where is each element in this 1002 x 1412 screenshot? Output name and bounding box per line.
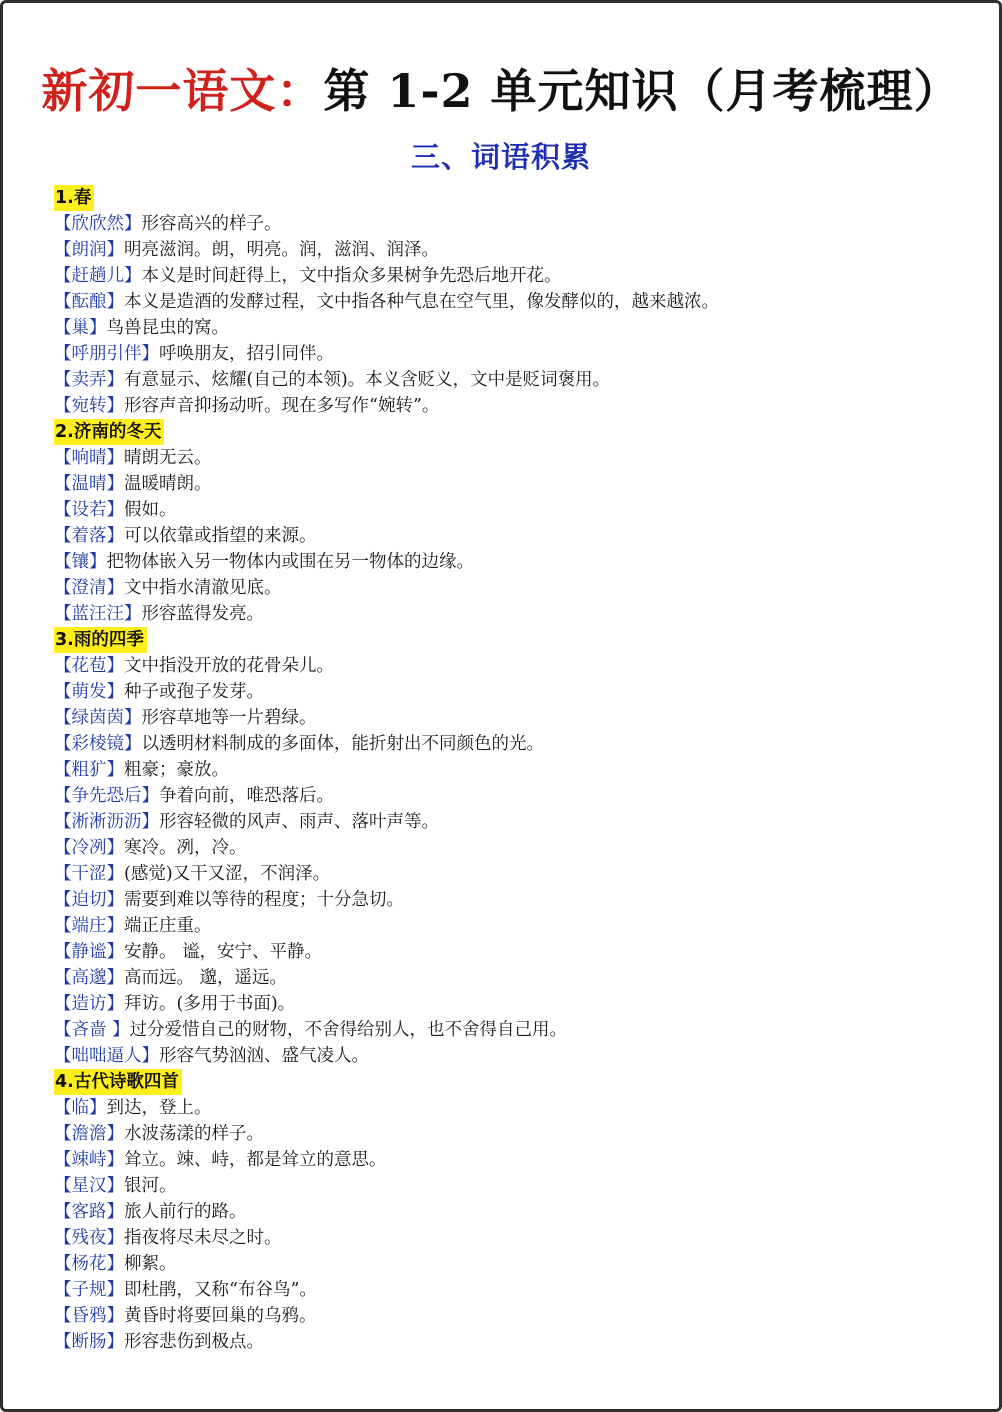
vocab-term: 【澄清】 <box>54 578 124 598</box>
vocab-entry <box>54 1329 974 1355</box>
vocab-term: 【淅淅沥沥】 <box>54 812 159 832</box>
vocab-term: 【澹澹】 <box>54 1124 124 1144</box>
vocab-definition: 耸立。竦、峙，都是耸立的意思。 <box>124 1150 387 1170</box>
vocab-term: 【镶】 <box>54 552 107 572</box>
vocab-term: 【朗润】 <box>54 240 124 260</box>
section-heading-line <box>54 419 974 445</box>
vocab-definition: 过分爱惜自己的财物，不舍得给别人，也不舍得自己用。 <box>129 1020 568 1040</box>
vocab-entry <box>54 705 974 731</box>
vocab-term: 【设若】 <box>54 500 124 520</box>
section-heading-line <box>54 627 974 653</box>
vocab-entry <box>54 835 974 861</box>
section-heading: 2.济南的冬天 <box>54 419 164 445</box>
vocab-definition: 本义是造酒的发酵过程，文中指各种气息在空气里，像发酵似的，越来越浓。 <box>124 292 719 312</box>
vocab-entry <box>54 497 974 523</box>
vocab-entry <box>54 1199 974 1225</box>
vocab-term: 【欣欣然】 <box>54 214 142 234</box>
vocab-term: 【卖弄】 <box>54 370 124 390</box>
vocab-entry <box>54 601 974 627</box>
vocab-term: 【彩棱镜】 <box>54 734 142 754</box>
vocab-definition: 温暖晴朗。 <box>124 474 212 494</box>
vocab-term: 【吝啬 】 <box>54 1020 130 1040</box>
vocab-entry <box>54 1147 974 1173</box>
vocab-definition: 拜访。(多用于书面)。 <box>124 994 296 1014</box>
vocab-definition: 粗豪；豪放。 <box>124 760 229 780</box>
vocab-term: 【响晴】 <box>54 448 124 468</box>
vocab-definition: 有意显示、炫耀(自己的本领)。本义含贬义，文中是贬词褒用。 <box>124 370 611 390</box>
vocab-definition: 晴朗无云。 <box>124 448 212 468</box>
vocab-definition: 端正庄重。 <box>124 916 212 936</box>
vocab-definition: 鸟兽昆虫的窝。 <box>106 318 229 338</box>
vocab-entry <box>54 393 974 419</box>
vocab-definition: 银河。 <box>124 1176 177 1196</box>
vocab-term: 【造访】 <box>54 994 124 1014</box>
vocab-entry <box>54 263 974 289</box>
vocab-definition: 柳絮。 <box>124 1254 177 1274</box>
vocab-definition: 形容蓝得发亮。 <box>141 604 264 624</box>
vocab-term: 【客路】 <box>54 1202 124 1222</box>
section-heading-line <box>54 185 974 211</box>
vocab-entry <box>54 965 974 991</box>
vocab-term: 【竦峙】 <box>54 1150 124 1170</box>
vocab-term: 【宛转】 <box>54 396 124 416</box>
vocab-entry <box>54 939 974 965</box>
vocab-definition: 指夜将尽未尽之时。 <box>124 1228 282 1248</box>
vocab-definition: 以透明材料制成的多面体，能折射出不同颜色的光。 <box>141 734 544 754</box>
vocab-term: 【残夜】 <box>54 1228 124 1248</box>
vocab-entry <box>54 1303 974 1329</box>
vocab-term: 【高邈】 <box>54 968 124 988</box>
section-heading: 1.春 <box>54 185 94 211</box>
vocab-definition: 本义是时间赶得上，文中指众多果树争先恐后地开花。 <box>141 266 562 286</box>
vocab-entry <box>54 1121 974 1147</box>
vocab-entry <box>54 367 974 393</box>
vocab-definition: 寒冷。冽，冷。 <box>124 838 247 858</box>
vocab-definition: 到达，登上。 <box>106 1098 212 1118</box>
vocab-term: 【静谧】 <box>54 942 124 962</box>
vocab-term: 【临】 <box>54 1098 107 1118</box>
vocab-entry <box>54 991 974 1017</box>
vocab-definition: 把物体嵌入另一物体内或围在另一物体的边缘。 <box>106 552 474 572</box>
vocab-entry <box>54 783 974 809</box>
vocab-definition: 呼唤朋友，招引同伴。 <box>159 344 334 364</box>
vocab-entry <box>54 731 974 757</box>
vocab-term: 【赶趟儿】 <box>54 266 142 286</box>
vocab-definition: 需要到难以等待的程度；十分急切。 <box>124 890 404 910</box>
vocab-entry <box>54 1095 974 1121</box>
vocab-term: 【巢】 <box>54 318 107 338</box>
vocab-entry <box>54 237 974 263</box>
vocab-definition: 可以依靠或指望的来源。 <box>124 526 317 546</box>
vocab-term: 【呼朋引伴】 <box>54 344 159 364</box>
vocab-definition: 种子或孢子发芽。 <box>124 682 264 702</box>
vocab-term: 【子规】 <box>54 1280 124 1300</box>
vocab-term: 【争先恐后】 <box>54 786 159 806</box>
vocab-term: 【端庄】 <box>54 916 124 936</box>
vocab-definition: 明亮滋润。朗，明亮。润，滋润、润泽。 <box>124 240 439 260</box>
vocab-term: 【咄咄逼人】 <box>54 1046 159 1066</box>
title-prefix: 新初一语文： <box>41 64 324 118</box>
vocab-definition: 黄昏时将要回巢的乌鸦。 <box>124 1306 317 1326</box>
page-title <box>3 51 999 131</box>
vocab-definition: 水波荡漾的样子。 <box>124 1124 264 1144</box>
vocab-definition: 高而远。 邈，遥远。 <box>124 968 288 988</box>
vocab-term: 【干涩】 <box>54 864 124 884</box>
vocab-entry <box>54 523 974 549</box>
section-heading-line <box>54 1069 974 1095</box>
vocabulary-list <box>54 185 974 1355</box>
vocab-entry <box>54 757 974 783</box>
vocab-term: 【萌发】 <box>54 682 124 702</box>
vocab-term: 【星汉】 <box>54 1176 124 1196</box>
vocab-entry <box>54 575 974 601</box>
vocab-definition: 形容声音抑扬动听。现在多写作“婉转”。 <box>124 396 440 416</box>
vocab-entry <box>54 653 974 679</box>
vocab-term: 【花苞】 <box>54 656 124 676</box>
vocab-entry <box>54 1251 974 1277</box>
vocab-term: 【迫切】 <box>54 890 124 910</box>
vocab-definition: 文中指水清澈见底。 <box>124 578 282 598</box>
vocab-entry <box>54 1043 974 1069</box>
vocab-definition: 形容气势汹汹、盛气凌人。 <box>159 1046 369 1066</box>
vocab-entry <box>54 445 974 471</box>
vocab-term: 【断肠】 <box>54 1332 124 1352</box>
vocab-term: 【温晴】 <box>54 474 124 494</box>
vocab-entry <box>54 913 974 939</box>
vocab-entry <box>54 809 974 835</box>
vocab-definition: 争着向前，唯恐落后。 <box>159 786 334 806</box>
vocab-definition: 文中指没开放的花骨朵儿。 <box>124 656 334 676</box>
vocab-definition: 形容高兴的样子。 <box>141 214 282 234</box>
vocab-definition: 即杜鹃，又称“布谷鸟”。 <box>124 1280 317 1300</box>
vocab-entry <box>54 211 974 237</box>
vocab-term: 【绿茵茵】 <box>54 708 142 728</box>
vocab-definition: 形容草地等一片碧绿。 <box>141 708 317 728</box>
vocab-entry <box>54 471 974 497</box>
title-main: 第 1-2 单元知识（月考梳理） <box>323 64 961 118</box>
vocab-entry <box>54 679 974 705</box>
vocab-definition: 形容悲伤到极点。 <box>124 1332 264 1352</box>
vocab-definition: (感觉)又干又涩，不润泽。 <box>124 864 331 884</box>
vocab-entry <box>54 1225 974 1251</box>
vocab-term: 【冷冽】 <box>54 838 124 858</box>
vocab-entry <box>54 1173 974 1199</box>
vocab-definition: 假如。 <box>124 500 177 520</box>
vocab-entry <box>54 861 974 887</box>
vocab-entry <box>54 341 974 367</box>
section-subtitle: 三、词语积累 <box>410 140 591 174</box>
vocab-entry <box>54 1277 974 1303</box>
vocab-entry <box>54 315 974 341</box>
vocab-term: 【昏鸦】 <box>54 1306 124 1326</box>
vocab-term: 【酝酿】 <box>54 292 124 312</box>
vocab-entry <box>54 1017 974 1043</box>
vocab-entry <box>54 289 974 315</box>
vocab-definition: 旅人前行的路。 <box>124 1202 247 1222</box>
vocab-term: 【蓝汪汪】 <box>54 604 142 624</box>
vocab-definition: 安静。 谧，安宁、平静。 <box>124 942 323 962</box>
vocab-entry <box>54 549 974 575</box>
section-heading: 3.雨的四季 <box>54 627 147 653</box>
vocab-definition: 形容轻微的风声、雨声、落叶声等。 <box>159 812 439 832</box>
vocab-term: 【着落】 <box>54 526 124 546</box>
vocab-term: 【杨花】 <box>54 1254 124 1274</box>
vocab-entry <box>54 887 974 913</box>
vocab-term: 【粗犷】 <box>54 760 124 780</box>
section-heading: 4.古代诗歌四首 <box>54 1069 182 1095</box>
